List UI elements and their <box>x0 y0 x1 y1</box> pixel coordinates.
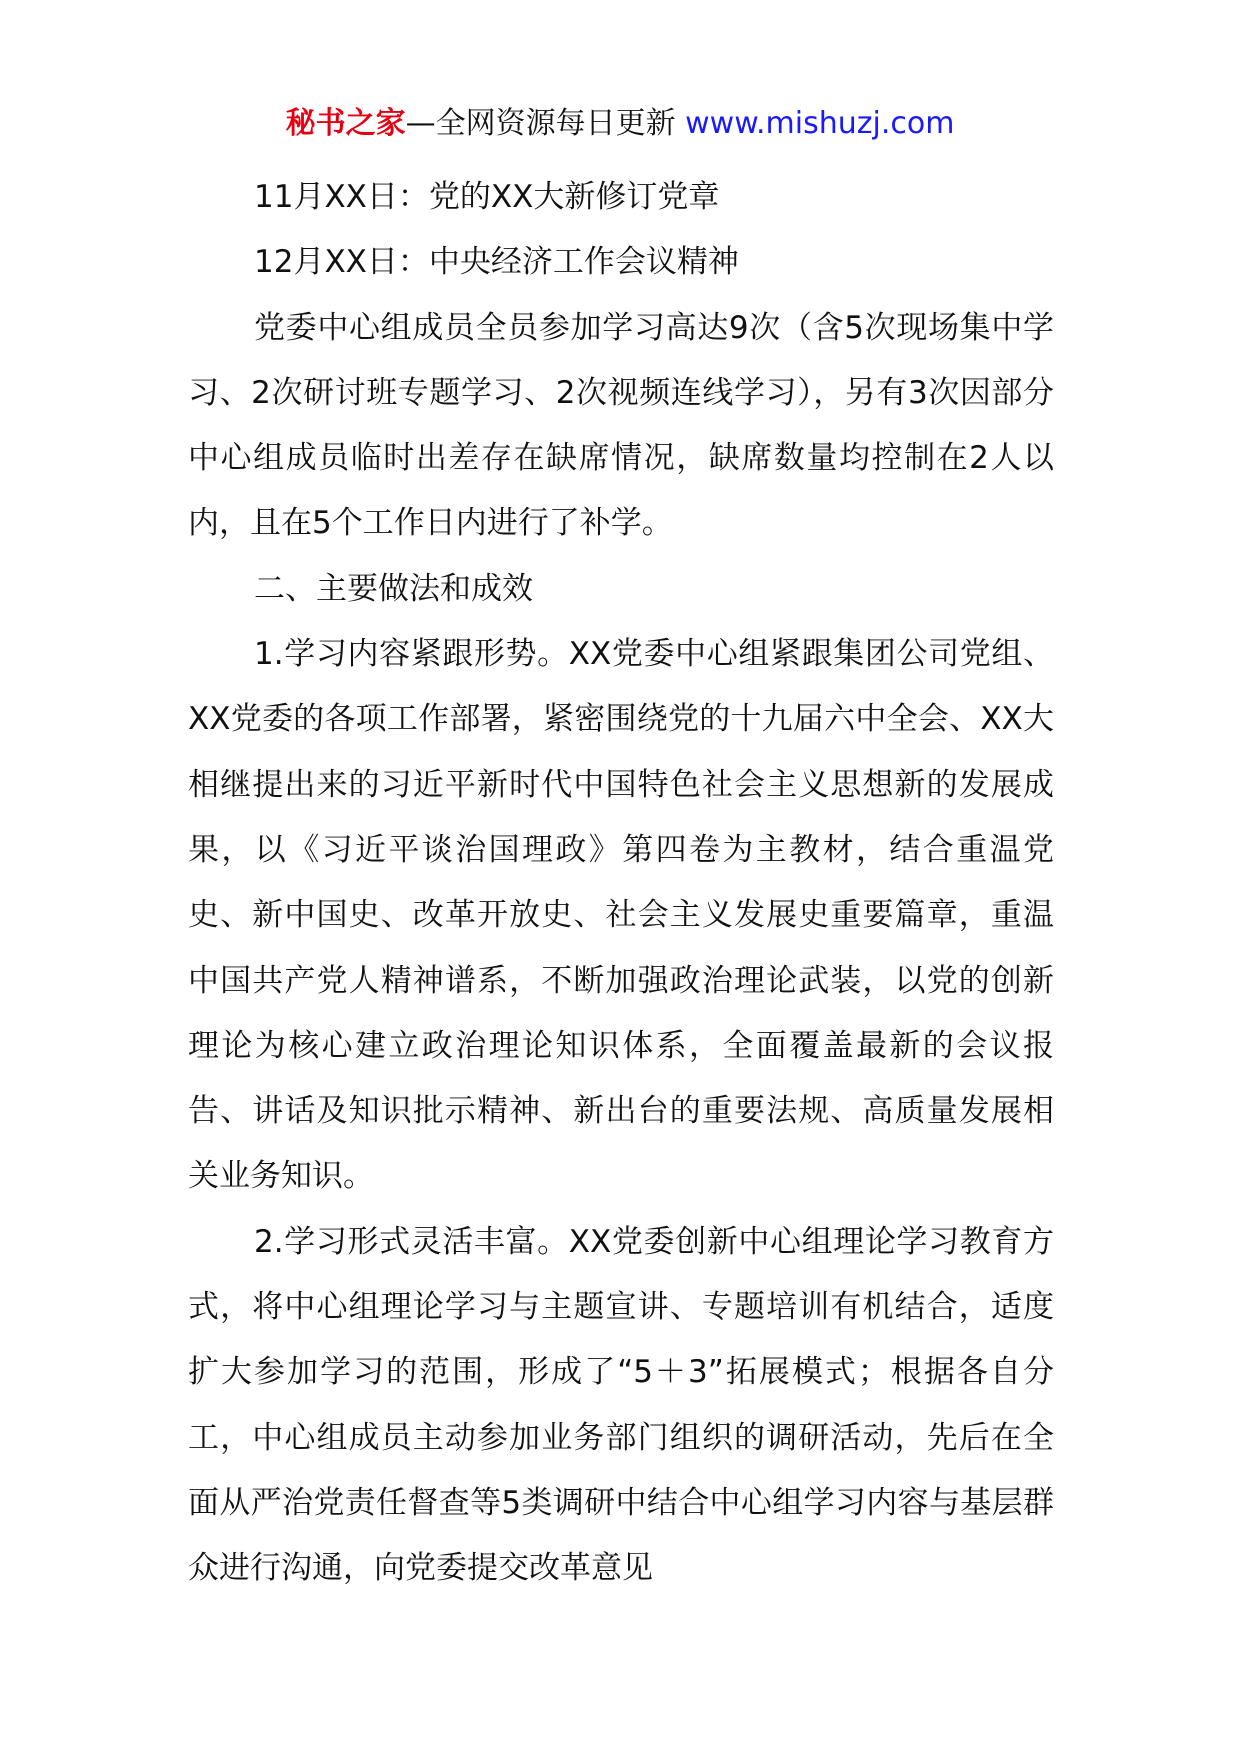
website-link[interactable]: www.mishuzj.com <box>685 106 955 141</box>
paragraph-schedule-dec: 12月XX日：中央经济工作会议精神 <box>254 244 739 281</box>
paragraph-attendance: 党委中心组成员全员参加学习高达9次（含5次现场集中学习、2次研讨班专题学习、2次视频连线学习），另有3次因部分中心组成员临时出差存在缺席情况，缺席数量均控制在2人以内，且在5个工作日内进行了补学。 <box>188 309 1054 542</box>
header-slogan: —全网资源每日更新 <box>405 106 676 141</box>
section-heading-main-practices: 二、主要做法和成效 <box>254 570 533 607</box>
paragraph-learning-format: 2.学习形式灵活丰富。XX党委创新中心组理论学习教育方式，将中心组理论学习与主题宣讲、专题培训有机结合，适度扩大参加学习的范围，形成了“5＋3”拓展模式；根据各自分工，中心组成员主动参加业务部门组织的调研活动，先后在全面从严治党责任督查等5类调研中结合中心组学习内容与基层群众进行沟通，向党委提交改革意见 <box>188 1223 1054 1587</box>
document-body <box>188 165 1054 1602</box>
paragraph-schedule-nov: 11月XX日：党的XX大新修订党章 <box>254 179 720 215</box>
page-header <box>0 102 1240 146</box>
paragraph-learning-content: 1.学习内容紧跟形势。XX党委中心组紧跟集团公司党组、XX党委的各项工作部署，紧密围绕党的十九届六中全会、XX大相继提出来的习近平新时代中国特色社会主义思想新的发展成果，以《习近平谈治国理政》第四卷为主教材，结合重温党史、新中国史、改革开放史、社会主义发展史重要篇章，重温中国共产党人精神谱系，不断加强政治理论武装，以党的创新理论为核心建立政治理论知识体系，全面覆盖最新的会议报告、讲话及知识批示精神、新出台的重要法规、高质量发展相关业务知识。 <box>188 636 1054 1195</box>
brand-name: 秘书之家 <box>285 106 406 141</box>
